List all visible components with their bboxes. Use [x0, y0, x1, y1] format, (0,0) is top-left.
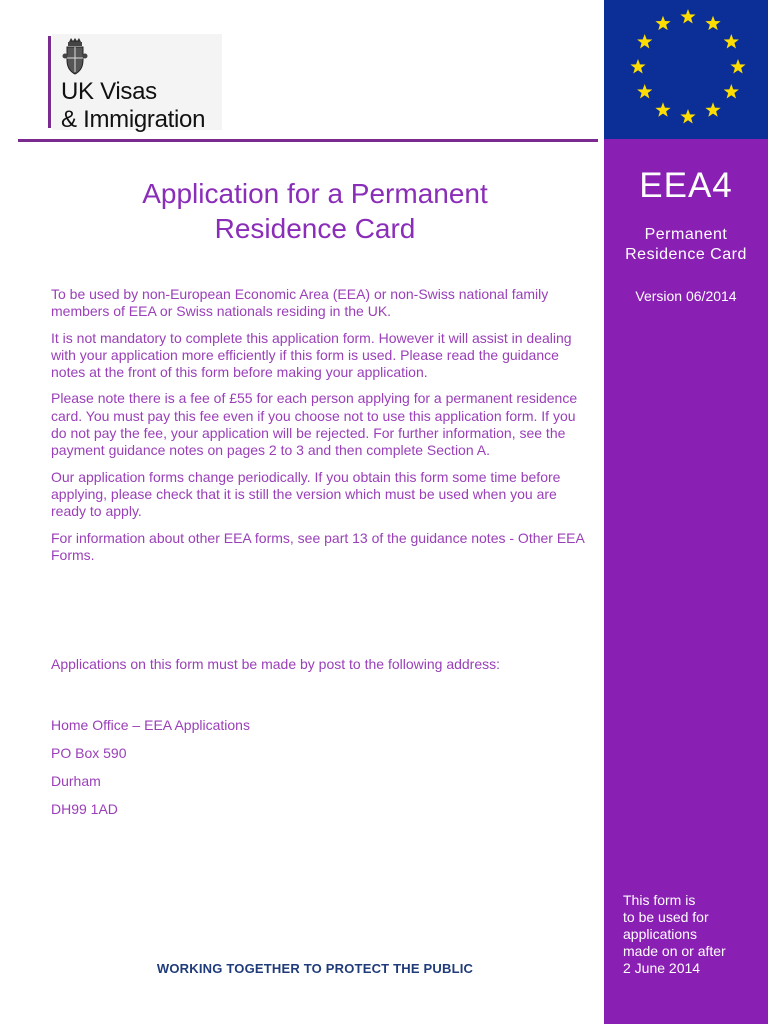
validity-line-5: 2 June 2014	[623, 960, 701, 976]
sidebar	[604, 139, 768, 1024]
form-code: EEA4	[639, 166, 733, 205]
page-title	[18, 176, 612, 246]
paragraph-fee: Please note there is a fee of £55 for each person applying for a permanent residence card. You must pay this fee even if you choose not to use this application form. If you do not pay the fee, your application will be rejected. For further information, see the payment guidance notes on pages 2 to 3 and then complete Section A.	[51, 390, 578, 459]
royal-crest-icon	[62, 38, 88, 76]
validity-line-2: to be used for	[623, 909, 709, 925]
logo-divider	[48, 36, 51, 128]
form-name-line-2: Residence Card	[625, 246, 747, 263]
validity-line-4: made on or after	[623, 943, 726, 959]
brand-logo	[61, 78, 205, 134]
paragraph-eligibility: To be used by non-European Economic Area (EEA) or non-Swiss national family members of EEA or Swiss nationals residing in the UK.	[51, 286, 549, 320]
address-line-3: Durham	[51, 773, 101, 789]
address-line-4: DH99 1AD	[51, 801, 118, 817]
form-name	[604, 225, 768, 265]
version-label: Version 06/2014	[635, 288, 737, 304]
title-line-2: Residence Card	[214, 213, 416, 244]
address-line-2: PO Box 590	[51, 745, 127, 761]
paragraph-mandatory: It is not mandatory to complete this application form. However it will assist in dealing with your application more efficiently if this form is used. Please read the guidance notes at the front of this form before making your application.	[51, 329, 572, 381]
form-name-line-1: Permanent	[644, 226, 728, 243]
eu-flag-icon	[604, 0, 768, 139]
logo-line-2: & Immigration	[61, 106, 206, 133]
logo-line-1: UK Visas	[61, 78, 157, 105]
post-instruction: Applications on this form must be made by post to the following address:	[51, 656, 501, 672]
footer-tagline: WORKING TOGETHER TO PROTECT THE PUBLIC	[156, 961, 474, 976]
header-divider	[18, 139, 598, 142]
validity-note	[623, 892, 763, 977]
paragraph-version: Our application forms change periodically. If you obtain this form some time before applying, please check that it is still the version which must be used when you are ready to apply.	[51, 468, 561, 520]
postal-address	[51, 711, 250, 823]
address-line-1: Home Office – EEA Applications	[51, 717, 250, 733]
validity-line-3: applications	[623, 926, 697, 942]
title-line-1: Application for a Permanent	[142, 178, 488, 209]
intro-text	[51, 286, 585, 573]
validity-line-1: This form is	[623, 892, 696, 908]
paragraph-other-forms: For information about other EEA forms, see part 13 of the guidance notes - Other EEA Forms.	[51, 529, 585, 563]
